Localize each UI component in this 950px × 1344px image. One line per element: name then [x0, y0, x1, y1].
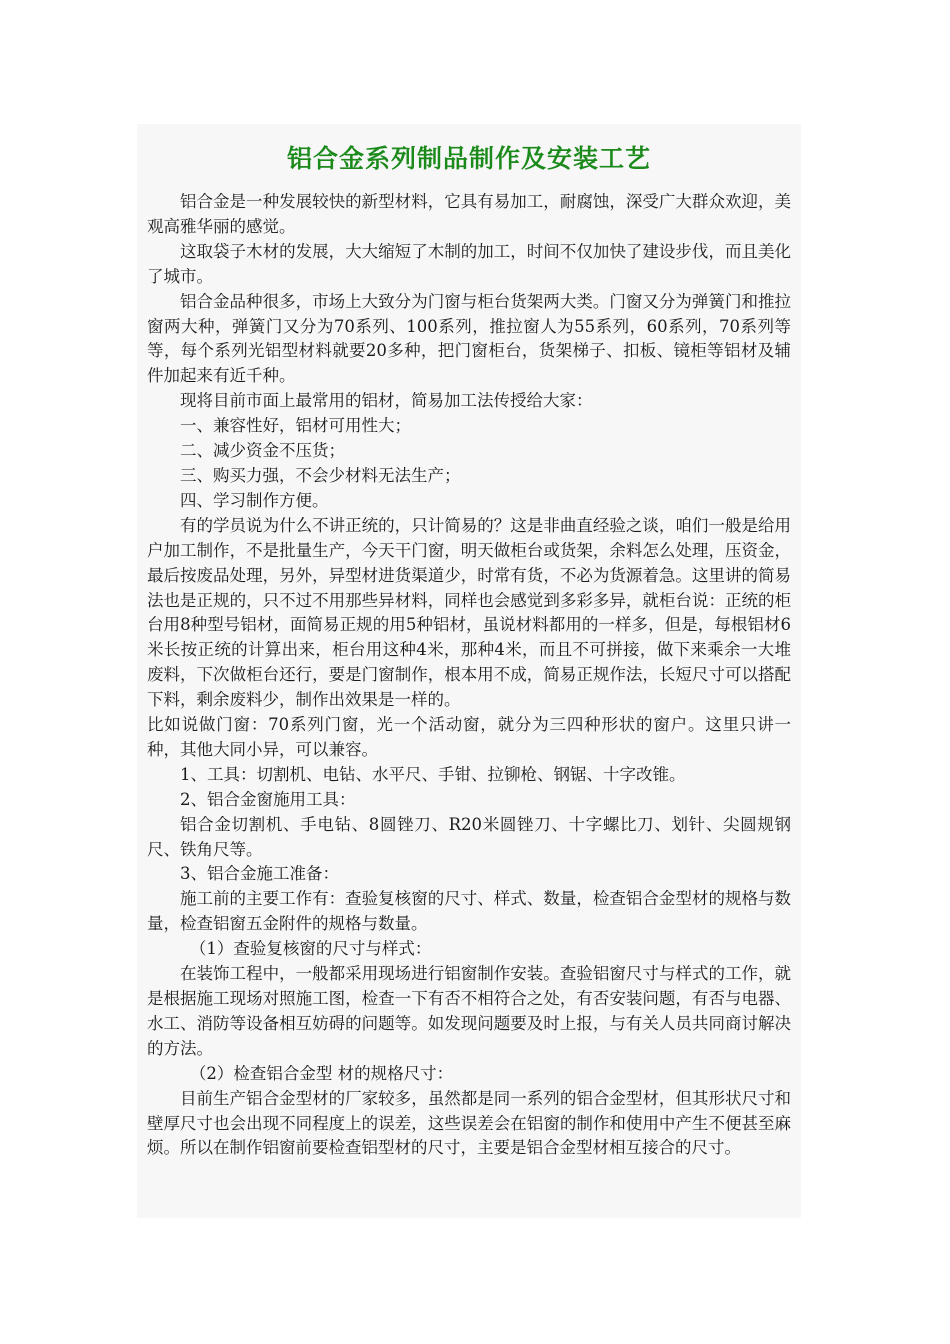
paragraph-check-profile-spec: 目前生产铝合金型材的厂家较多，虽然都是同一系列的铝合金型材，但其形状尺寸和壁厚尺寸也会出现不同程度上的误差，这些误差会在铝窗的制作和使用中产生不便甚至麻烦。所以在制作铝窗前要检查铝型材的尺寸，主要是铝合金型材相互接合的尺寸。: [147, 1088, 791, 1158]
section-tools: 1、工具：切割机、电钻、水平尺、手钳、拉铆枪、钢锯、十字改锥。: [180, 764, 686, 784]
paragraph-varieties: 铝合金品种很多，市场上大致分为门窗与柜台货架两大类。门窗又分为弹簧门和推拉窗两大种，弹簧门又分为70系列、100系列，推拉窗人为55系列，60系列，70系列等等，每个系列光铝型材料就要20多种，把门窗柜台，货架梯子、扣板、镜柜等铝材及辅件加起来有近千种。: [147, 291, 791, 386]
paragraph-method-intro: 现将目前市面上最常用的铝材，简易加工法传授给大家：: [180, 391, 593, 411]
document-body: [147, 190, 791, 1161]
paragraph-check-window-size: 在装饰工程中，一般都采用现场进行铝窗制作安装。查验铝窗尺寸与样式的工作，就是根据施工现场对照施工图，检查一下有否不相符合之处，有否安装问题，有否与电器、水工、消防等设备相互妨碍的问题等。如发现问题要及时上报，与有关人员共同商讨解决的方法。: [147, 964, 791, 1058]
list-item-4: 四、学习制作方便。: [180, 490, 329, 510]
paragraph-intro: 铝合金是一种发展较快的新型材料，它具有易加工，耐腐蚀，深受广大群众欢迎，美观高雅华丽的感觉。: [147, 192, 791, 236]
section-window-tools: 2、铝合金窗施用工具：: [180, 789, 356, 809]
subsection-check-profile-spec: （2）检查铝合金型 材的规格尺寸：: [189, 1063, 454, 1083]
paragraph-door-window-example: 比如说做门窗：70系列门窗，光一个活动窗，就分为三四种形状的窗户。这里只讲一种，其他大同小异，可以兼容。: [147, 715, 791, 759]
paragraph-explanation: 有的学员说为什么不讲正统的，只计简易的？这是非曲直经验之谈，咱们一般是给用户加工制作，不是批量生产，今天干门窗，明天做柜台或货架，余料怎么处理，压资金，最后按废品处理，另外，异型材进货渠道少，时常有货，不必为货源着急。这里讲的简易法也是正规的，只不过不用那些异材料，同样也会感觉到多彩多异，就柜台说：正统的柜台用8种型号铝材，面简易正规的用5种铝材，虽说材料都用的一样多，但是，每根铝材6米长按正统的计算出来，柜台用这种4米，那种4米，而且不可拼接，做下来乘余一大堆废料，下次做柜台还行，要是门窗制作，根本用不成，简易正规作法，长短尺寸可以搭配下料，剩余废料少，制作出效果是一样的。: [147, 515, 791, 710]
subsection-check-window-size: （1）查验复核窗的尺寸与样式：: [189, 939, 432, 959]
document-title: 铝合金系列制品制作及安装工艺: [286, 144, 651, 173]
paragraph-development: 这取袋子木材的发展，大大缩短了木制的加工，时间不仅加快了建设步伐，而且美化了城市。: [147, 241, 791, 286]
list-item-1: 一、兼容性好，铝材可用性大；: [180, 416, 411, 436]
list-item-2: 二、减少资金不压货；: [180, 441, 345, 461]
section-preparation: 3、铝合金施工准备：: [180, 864, 339, 884]
document-panel: [137, 124, 801, 1218]
paragraph-tool-list: 铝合金切割机、手电钻、8圆锉刀、R20米圆锉刀、十字螺比刀、划针、尖圆规钢尺、铁角尺等。: [147, 814, 791, 859]
paragraph-preparation-work: 施工前的主要工作有：查验复核窗的尺寸、样式、数量，检查铝合金型材的规格与数量，检查铝窗五金附件的规格与数量。: [147, 889, 791, 934]
list-item-3: 三、购买力强，不会少材料无法生产；: [180, 465, 461, 485]
